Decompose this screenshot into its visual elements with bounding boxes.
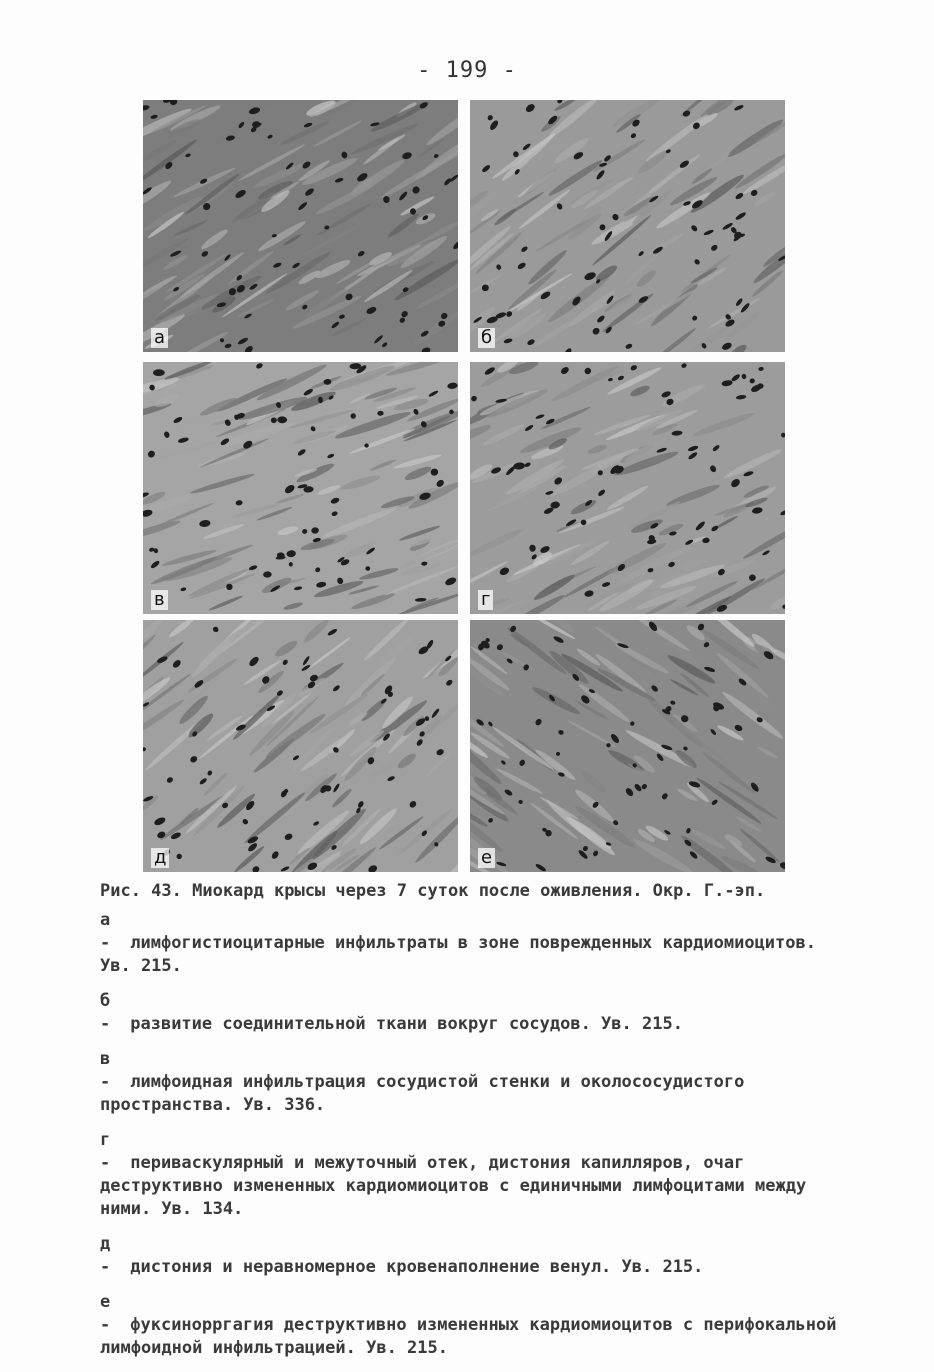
micrograph-image-d bbox=[143, 620, 458, 872]
caption-letter: б - bbox=[100, 991, 111, 1034]
caption-text: развитие соединительной ткани вокруг сосудов. Ув. 215. bbox=[130, 1014, 683, 1034]
caption-text: лимфоидная инфильтрация сосудистой стенки и околососудистого пространства. Ув. 336. bbox=[100, 1072, 745, 1115]
micrograph-image-a bbox=[143, 100, 458, 352]
panel-label-d: д bbox=[151, 848, 169, 868]
caption-letter: в - bbox=[100, 1049, 111, 1092]
panel-label-g: г bbox=[478, 590, 493, 610]
caption-letter: д - bbox=[100, 1234, 111, 1277]
panel-label-v: в bbox=[151, 590, 168, 610]
micrograph-image-v bbox=[143, 362, 458, 614]
caption-item-a bbox=[100, 909, 840, 978]
caption-text: периваскулярный и межуточный отек, дистония капилляров, очаг деструктивно измененных кардиомиоцитов с единичными лимфоцитами между ними. Ув. 134. bbox=[100, 1153, 807, 1219]
panel-label-b: б bbox=[478, 328, 495, 348]
caption-letter: г - bbox=[100, 1130, 111, 1173]
micrograph-figure bbox=[143, 100, 788, 872]
micrograph-panel-d bbox=[143, 620, 458, 872]
micrograph-image-b bbox=[470, 100, 785, 352]
caption-text: фуксинорргагия деструктивно измененных кардиомиоцитов с перифокальной лимфоидной инфильтрацией. Ув. 215. bbox=[100, 1315, 837, 1358]
micrograph-panel-v bbox=[143, 362, 458, 614]
caption-title: Рис. 43. Миокард крысы через 7 суток после оживления. Окр. Г.-эп. bbox=[100, 881, 766, 901]
micrograph-panel-a bbox=[143, 100, 458, 352]
caption-item-d bbox=[100, 1233, 840, 1279]
micrograph-image-e bbox=[470, 620, 785, 872]
caption-letter: а - bbox=[100, 910, 111, 953]
page-number: - 199 - bbox=[417, 58, 517, 83]
micrograph-panel-b bbox=[470, 100, 785, 352]
caption-item-b bbox=[100, 990, 840, 1036]
figure-caption bbox=[100, 880, 840, 1372]
micrograph-image-g bbox=[470, 362, 785, 614]
caption-letter: е - bbox=[100, 1292, 111, 1335]
caption-item-v bbox=[100, 1048, 840, 1117]
caption-text: лимфогистиоцитарные инфильтраты в зоне поврежденных кардиомиоцитов. Ув. 215. bbox=[100, 933, 816, 976]
caption-text: дистония и неравномерное кровенаполнение венул. Ув. 215. bbox=[130, 1257, 704, 1277]
panel-label-e: е bbox=[478, 848, 495, 868]
panel-label-a: а bbox=[151, 328, 168, 348]
micrograph-panel-g bbox=[470, 362, 785, 614]
caption-item-g bbox=[100, 1129, 840, 1221]
micrograph-panel-e bbox=[470, 620, 785, 872]
